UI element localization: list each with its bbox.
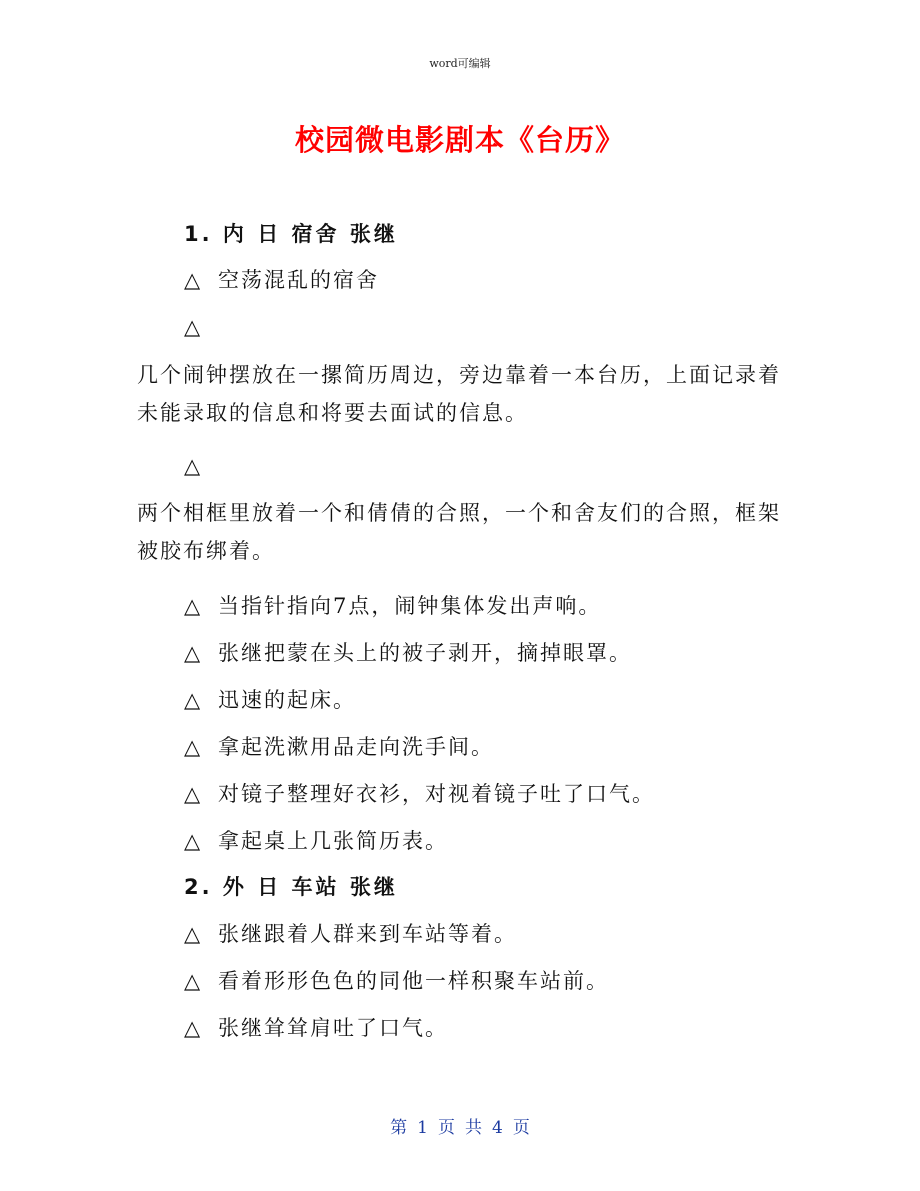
action-text: 拿起洗漱用品走向洗手间。	[218, 735, 494, 759]
scene-2-heading: 2. 外 日 车站 张继	[184, 875, 398, 899]
footer-label: 页	[512, 1118, 530, 1138]
total-pages-number: 4	[492, 1118, 503, 1138]
action-paragraph: 几个闹钟摆放在一摞简历周边，旁边靠着一本台历，上面记录着未能录取的信息和将要去面试的信息。	[137, 363, 781, 425]
scene-1-heading: 1. 内 日 宿舍 张继	[184, 222, 398, 246]
action-line	[184, 266, 379, 294]
action-line	[184, 967, 609, 995]
triangle-icon: △	[184, 829, 203, 853]
triangle-icon: △	[184, 922, 203, 946]
action-line	[184, 639, 632, 667]
action-line	[184, 827, 448, 855]
current-page-number: 1	[417, 1118, 428, 1138]
document-title: 校园微电影剧本《台历》	[294, 123, 625, 157]
action-text: 空荡混乱的宿舍	[218, 268, 379, 292]
action-text: 对镜子整理好衣衫，对视着镜子吐了口气。	[218, 782, 655, 806]
triangle-icon: △	[184, 1016, 203, 1040]
action-text: 张继跟着人群来到车站等着。	[218, 922, 517, 946]
triangle-icon: △	[184, 969, 203, 993]
triangle-icon: △	[184, 315, 203, 339]
page-header: word可编辑	[429, 57, 491, 70]
triangle-icon: △	[184, 735, 203, 759]
action-text: 当指针指向7点，闹钟集体发出声响。	[218, 594, 602, 618]
action-line	[184, 452, 218, 480]
action-line	[184, 592, 601, 620]
action-paragraph: 两个相框里放着一个和倩倩的合照，一个和舍友们的合照，框架被胶布绑着。	[137, 501, 781, 563]
page-footer	[0, 1113, 920, 1138]
action-text: 张继把蒙在头上的被子剥开，摘掉眼罩。	[218, 641, 632, 665]
action-line	[184, 686, 356, 714]
action-line	[184, 780, 655, 808]
action-line	[184, 733, 494, 761]
action-line	[184, 920, 517, 948]
triangle-icon: △	[184, 454, 203, 478]
action-text: 看着形形色色的同他一样积聚车站前。	[218, 969, 609, 993]
triangle-icon: △	[184, 782, 203, 806]
triangle-icon: △	[184, 268, 203, 292]
footer-label: 第	[390, 1118, 408, 1138]
triangle-icon: △	[184, 688, 203, 712]
footer-label: 共	[465, 1118, 482, 1138]
triangle-icon: △	[184, 641, 203, 665]
triangle-icon: △	[184, 594, 203, 618]
action-text: 迅速的起床。	[218, 688, 356, 712]
action-text: 张继耸耸肩吐了口气。	[218, 1016, 448, 1040]
action-line	[184, 1014, 448, 1042]
action-line	[184, 313, 218, 341]
action-text: 拿起桌上几张简历表。	[218, 829, 448, 853]
footer-label: 页	[438, 1118, 455, 1138]
